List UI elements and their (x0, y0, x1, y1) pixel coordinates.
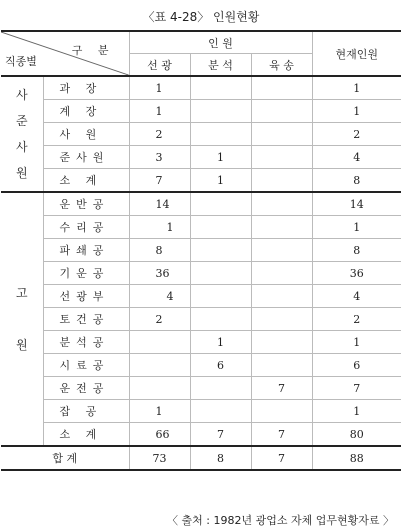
value-c-cell: 7 (251, 377, 312, 400)
category-cell: 운반공 (43, 192, 129, 216)
value-a-cell: 2 (129, 123, 190, 146)
table-row (1, 262, 401, 285)
table-row (1, 192, 401, 216)
value-c-cell: 7 (251, 423, 312, 447)
table-row (1, 123, 401, 146)
value-b-cell: 1 (190, 169, 251, 193)
category-cell: 토건공 (43, 308, 129, 331)
group-label-cell (1, 192, 43, 446)
value-b-cell (190, 239, 251, 262)
table-row (1, 354, 401, 377)
value-c-cell (251, 100, 312, 123)
total-cell: 4 (312, 146, 401, 169)
table-row (1, 146, 401, 169)
value-a-cell (129, 331, 190, 354)
value-b-cell (190, 400, 251, 423)
value-a-cell: 66 (129, 423, 190, 447)
total-cell: 80 (312, 423, 401, 447)
category-cell: 준사원 (43, 146, 129, 169)
value-a-cell: 4 (129, 285, 190, 308)
category-cell: 운전공 (43, 377, 129, 400)
value-c-cell (251, 192, 312, 216)
total-cell: 14 (312, 192, 401, 216)
value-c-cell (251, 169, 312, 193)
sum-a-cell: 73 (129, 446, 190, 470)
table-row (1, 76, 401, 100)
value-a-cell: 3 (129, 146, 190, 169)
value-c-cell (251, 239, 312, 262)
value-a-cell: 1 (129, 76, 190, 100)
value-a-cell: 36 (129, 262, 190, 285)
table-row (1, 100, 401, 123)
sum-row (1, 446, 401, 470)
category-cell: 사 원 (43, 123, 129, 146)
value-b-cell (190, 216, 251, 239)
staff-table (1, 30, 401, 471)
category-cell: 선광부 (43, 285, 129, 308)
value-a-cell: 1 (129, 100, 190, 123)
value-c-cell (251, 216, 312, 239)
total-cell: 1 (312, 100, 401, 123)
group-label-char: 원 (15, 166, 28, 180)
category-cell: 잡 공 (43, 400, 129, 423)
category-cell: 시료공 (43, 354, 129, 377)
value-c-cell (251, 285, 312, 308)
total-cell: 7 (312, 377, 401, 400)
total-cell: 2 (312, 308, 401, 331)
table-row (1, 308, 401, 331)
sum-c-cell: 7 (251, 446, 312, 470)
table-row (1, 400, 401, 423)
total-cell: 36 (312, 262, 401, 285)
value-b-cell: 1 (190, 146, 251, 169)
source-note: 〈 출처 : 1982년 광업소 자체 업무현황자료 〉 (167, 514, 394, 527)
group-label-char: 원 (15, 338, 28, 352)
value-b-cell (190, 100, 251, 123)
total-cell: 4 (312, 285, 401, 308)
group-label-cell (1, 76, 43, 192)
total-cell: 8 (312, 239, 401, 262)
col-header-a: 선 광 (129, 54, 190, 77)
sum-label-cell: 합 계 (1, 446, 129, 470)
category-cell: 기운공 (43, 262, 129, 285)
group-label-char: 사 (15, 88, 28, 102)
current-header: 현재인원 (312, 31, 401, 76)
value-a-cell (129, 377, 190, 400)
value-a-cell (129, 354, 190, 377)
total-cell: 1 (312, 76, 401, 100)
category-cell: 계 장 (43, 100, 129, 123)
category-cell: 수리공 (43, 216, 129, 239)
group-label-char: 사 (15, 140, 28, 154)
table-row (1, 331, 401, 354)
value-b-cell (190, 192, 251, 216)
value-b-cell (190, 262, 251, 285)
diag-bottom-label: 직종별 (5, 55, 37, 68)
table-title: 〈표 4-28〉 인원현황 (142, 10, 260, 24)
value-b-cell (190, 123, 251, 146)
category-cell: 소 계 (43, 169, 129, 193)
value-b-cell: 7 (190, 423, 251, 447)
value-a-cell: 2 (129, 308, 190, 331)
value-a-cell: 1 (129, 400, 190, 423)
value-c-cell (251, 76, 312, 100)
total-cell: 6 (312, 354, 401, 377)
value-c-cell (251, 262, 312, 285)
value-c-cell (251, 331, 312, 354)
total-cell: 1 (312, 400, 401, 423)
col-header-b: 분 석 (190, 54, 251, 77)
category-cell: 소 계 (43, 423, 129, 447)
value-a-cell: 14 (129, 192, 190, 216)
category-cell: 과 장 (43, 76, 129, 100)
table-row (1, 216, 401, 239)
value-a-cell: 8 (129, 239, 190, 262)
group-header: 인 원 (129, 31, 312, 54)
value-b-cell (190, 76, 251, 100)
diag-top-label: 구 분 (71, 44, 115, 57)
value-c-cell (251, 308, 312, 331)
value-c-cell (251, 123, 312, 146)
value-a-cell: 7 (129, 169, 190, 193)
total-cell: 1 (312, 216, 401, 239)
sum-b-cell: 8 (190, 446, 251, 470)
total-cell: 2 (312, 123, 401, 146)
group-label-char: 준 (15, 114, 28, 128)
value-c-cell (251, 354, 312, 377)
total-cell: 1 (312, 331, 401, 354)
table-row (1, 169, 401, 193)
table-row (1, 285, 401, 308)
category-cell: 분석공 (43, 331, 129, 354)
value-b-cell: 1 (190, 331, 251, 354)
table-row (1, 239, 401, 262)
sum-total-cell: 88 (312, 446, 401, 470)
table-row (1, 423, 401, 447)
value-b-cell (190, 285, 251, 308)
value-a-cell: 1 (129, 216, 190, 239)
value-b-cell: 6 (190, 354, 251, 377)
value-b-cell (190, 377, 251, 400)
value-b-cell (190, 308, 251, 331)
table-row (1, 377, 401, 400)
value-c-cell (251, 400, 312, 423)
total-cell: 8 (312, 169, 401, 193)
category-cell: 파쇄공 (43, 239, 129, 262)
col-header-c: 육 송 (251, 54, 312, 77)
diagonal-header-cell (1, 31, 129, 76)
group-label-char: 고 (15, 286, 28, 300)
value-c-cell (251, 146, 312, 169)
